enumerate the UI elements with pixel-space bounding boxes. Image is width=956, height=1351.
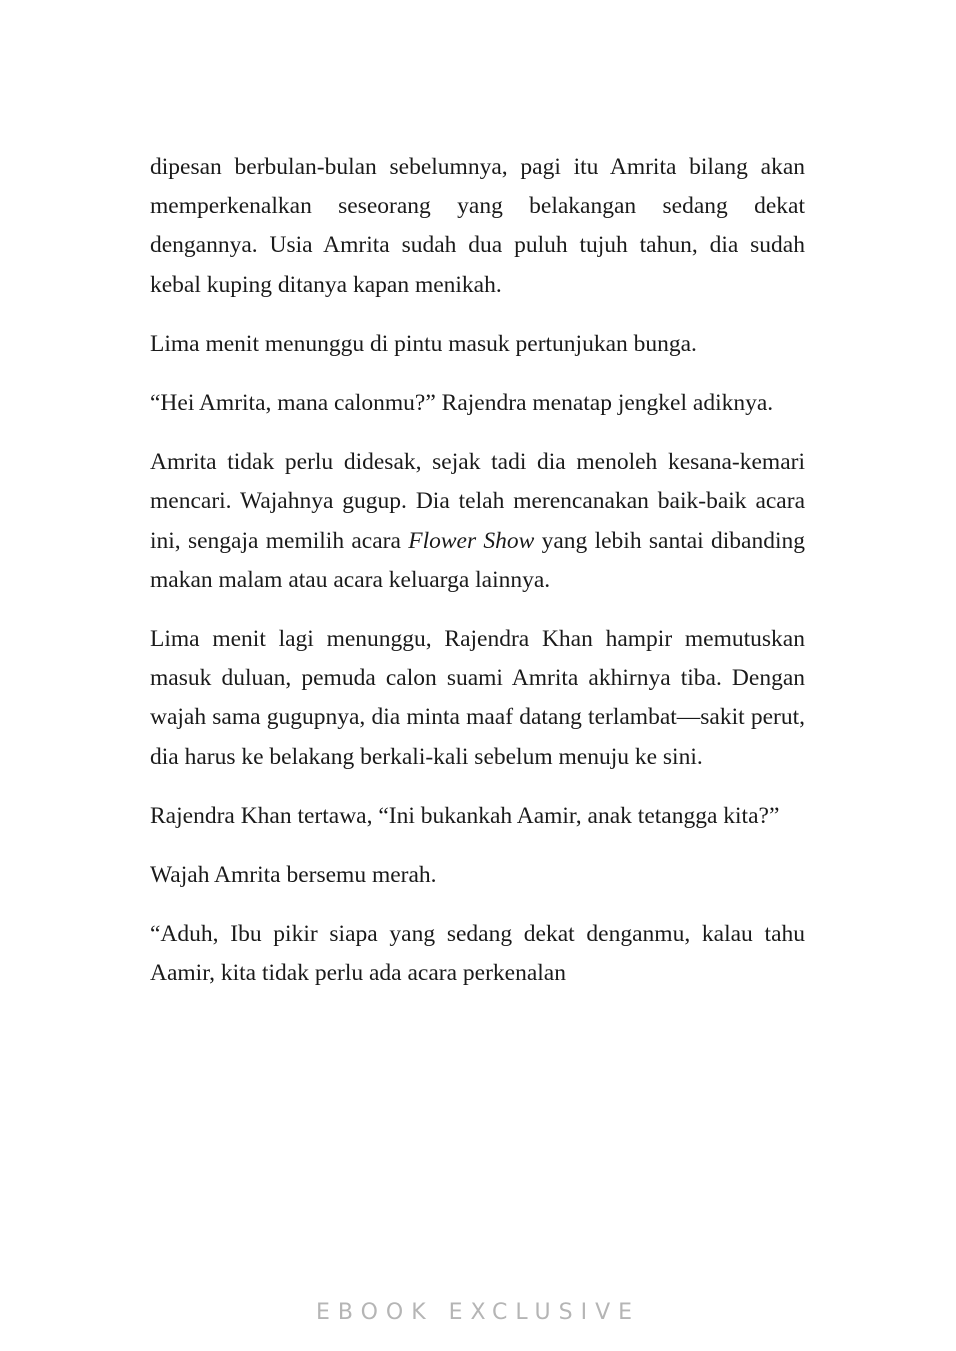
paragraph-2: Lima menit menunggu di pintu masuk pertunjukan bunga. <box>150 330 697 357</box>
paragraph-7: Wajah Amrita bersemu merah. <box>150 862 437 889</box>
paragraph-4-text-after: yang lebih santai dibanding makan malam atau acara keluarga lainnya. <box>150 527 805 593</box>
paragraph-4 <box>150 443 805 600</box>
paragraph-4-text-before: Amrita tidak perlu didesak, sejak tadi dia menoleh kesana-kemari mencari. Wajahnya gugup. Dia telah merencanakan baik-baik acara ini, sengaja memilih acara <box>150 449 805 554</box>
footer-watermark: EBOOK EXCLUSIVE <box>315 1300 641 1325</box>
paragraph-4-italic-term: Flower Show <box>408 527 535 554</box>
paragraph-6: Rajendra Khan tertawa, “Ini bukankah Aamir, anak tetangga kita?” <box>150 802 780 829</box>
paragraph-5: Lima menit lagi menunggu, Rajendra Khan hampir memutuskan masuk duluan, pemuda calon suami Amrita akhirnya tiba. Dengan wajah sama gugupnya, dia minta maaf datang terlambat—sakit perut, dia harus ke belakang berkali-kali sebelum menuju ke sini. <box>150 626 805 770</box>
body-text <box>150 148 805 994</box>
paragraph-8: “Aduh, Ibu pikir siapa yang sedang dekat denganmu, kalau tahu Aamir, kita tidak perlu ada acara perkenalan <box>150 921 805 987</box>
paragraph-3: “Hei Amrita, mana calonmu?” Rajendra menatap jengkel adiknya. <box>150 390 774 417</box>
paragraph-1: dipesan berbulan-bulan sebelumnya, pagi itu Amrita bilang akan memperkenalkan seseorang yang belakangan sedang dekat dengannya. Usia Amrita sudah dua puluh tujuh tahun, dia sudah kebal kuping ditanya kapan menikah. <box>150 154 805 298</box>
